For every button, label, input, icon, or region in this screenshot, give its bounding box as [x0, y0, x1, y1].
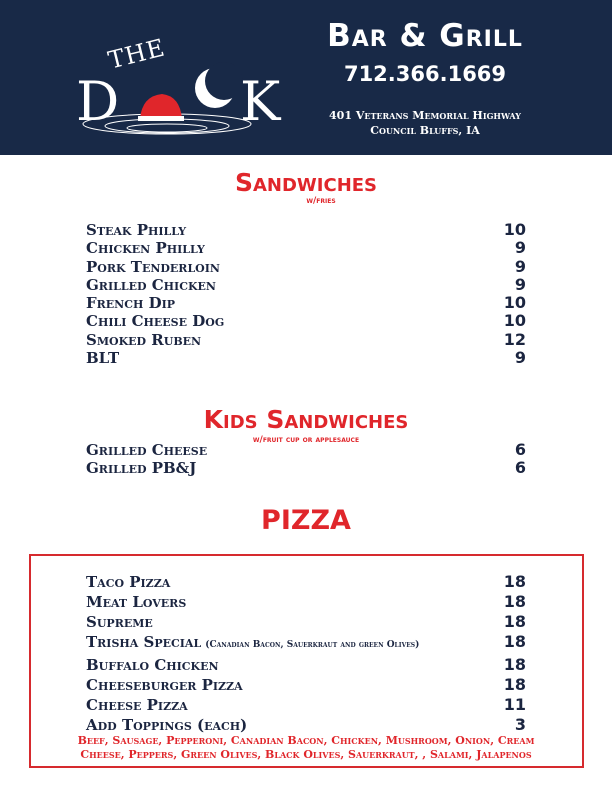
menu-item: [86, 675, 526, 695]
item-price: 18: [503, 592, 526, 611]
item-name: Grilled Chicken: [86, 275, 216, 294]
item-price: 10: [503, 220, 526, 239]
kids-heading: Kids Sandwiches: [203, 405, 409, 434]
item-name: Grilled Cheese: [86, 441, 208, 459]
item-price: 9: [514, 256, 526, 276]
item-name: Chicken Philly: [86, 239, 205, 258]
item-name: Cheese Pizza: [86, 696, 188, 714]
item-price: 6: [514, 458, 526, 477]
menu-item: [86, 312, 526, 330]
item-price: 18: [503, 572, 526, 591]
menu-item: [86, 632, 526, 655]
item-name: Cheeseburger Pizza: [86, 676, 243, 694]
item-name: BLT: [86, 349, 120, 368]
menu-item: [86, 695, 526, 715]
item-price: 10: [503, 311, 526, 331]
item-price: 18: [503, 655, 526, 674]
kids-list: [86, 441, 526, 477]
toppings-line-2: Cheese, Peppers, Green Olives, Black Olives, Sauerkraut, , Salami, Jalapenos: [80, 748, 532, 761]
item-name: Meat Lovers: [86, 593, 187, 611]
item-name: Trisha Special: [86, 633, 202, 651]
menu-item: [86, 239, 526, 257]
item-name: Buffalo Chicken: [86, 656, 219, 674]
item-price: 12: [503, 329, 526, 349]
kids-subtitle: w/fruit cup or applesauce: [252, 435, 360, 445]
logo-letter-d: D: [76, 70, 120, 133]
menu-item: [86, 221, 526, 239]
logo-letter-k: K: [240, 70, 281, 133]
menu-item: [86, 715, 526, 735]
pizza-list: [86, 572, 526, 735]
toppings-list: [40, 734, 572, 762]
menu-item: [86, 441, 526, 459]
item-price: 18: [503, 612, 526, 631]
menu-item: [86, 349, 526, 367]
item-name: Taco Pizza: [86, 573, 171, 591]
item-price: 10: [503, 293, 526, 313]
toppings-line-1: Beef, Sausage, Pepperoni, Canadian Bacon, Chicken, Mushroom, Onion, Cream: [77, 734, 535, 747]
menu-item: [86, 572, 526, 592]
item-name: Pork Tenderloin: [86, 257, 220, 276]
pizza-heading: PIZZA: [261, 505, 351, 536]
restaurant-title: Bar & Grill: [327, 18, 523, 54]
menu-item: [86, 612, 526, 632]
sandwiches-heading: Sandwiches: [234, 168, 378, 197]
item-price: 9: [514, 348, 526, 368]
menu-item: [86, 276, 526, 294]
logo-the-text: THE: [105, 33, 169, 75]
item-name: Smoked Ruben: [86, 330, 202, 349]
menu-item: [86, 258, 526, 276]
item-name: Steak Philly: [86, 221, 187, 239]
address-line-2: Council Bluffs, IA: [370, 124, 480, 137]
menu-item: [86, 459, 526, 477]
dock-logo: [72, 26, 292, 146]
sandwiches-subtitle: w/fries: [306, 196, 336, 206]
menu-item: [86, 294, 526, 312]
item-price: 18: [503, 632, 526, 651]
header-banner: [0, 0, 612, 155]
item-price: 9: [514, 274, 526, 294]
item-price: 3: [514, 715, 526, 734]
menu-item: [86, 655, 526, 675]
item-price: 6: [514, 440, 526, 459]
menu-item: [86, 331, 526, 349]
item-name: French Dip: [86, 294, 176, 313]
item-name: Add Toppings (each): [86, 716, 248, 734]
item-name: Chili Cheese Dog: [86, 312, 225, 331]
item-name: Supreme: [86, 613, 153, 631]
sandwiches-list: [86, 221, 526, 367]
item-price: 11: [503, 695, 526, 714]
item-price: 18: [503, 675, 526, 694]
item-note: (Canadian Bacon, Sauerkraut and green Olives): [205, 640, 420, 650]
address-line-1: 401 Veterans Memorial Highway: [329, 109, 521, 122]
phone-number: 712.366.1669: [343, 62, 507, 86]
item-name: Grilled PB&J: [86, 459, 197, 477]
item-price: 9: [514, 238, 526, 258]
menu-item: [86, 592, 526, 612]
